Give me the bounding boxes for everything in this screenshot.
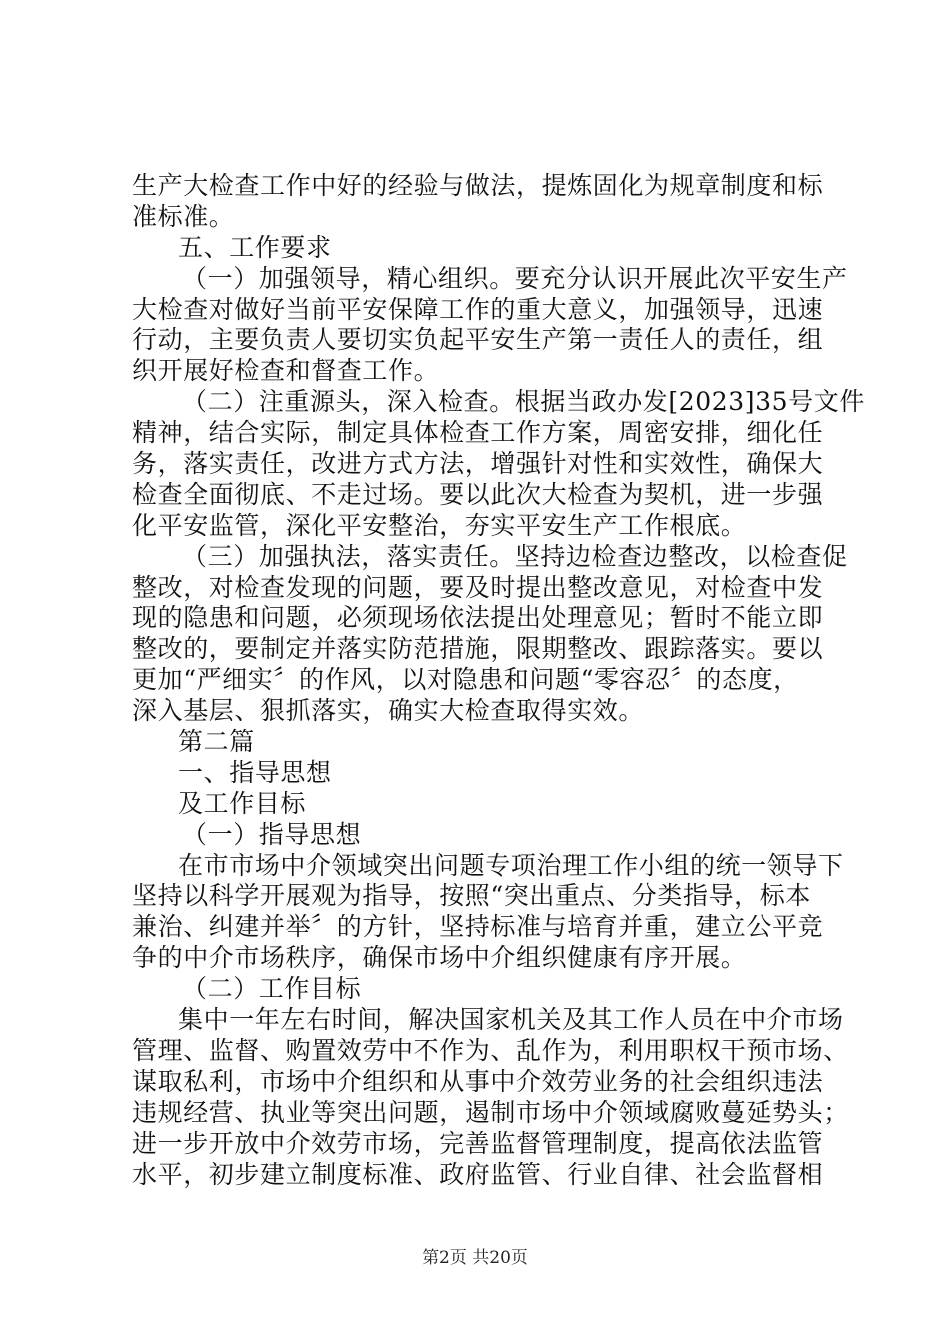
body-line: 违规经营、执业等突出问题，遏制市场中介领域腐败蔓延势头； xyxy=(132,1097,849,1127)
body-line: （二）注重源头，深入检查。根据当政办发[2023]35号文件 xyxy=(182,387,865,417)
body-line: 生产大检查工作中好的经验与做法，提炼固化为规章制度和标 xyxy=(132,171,824,200)
page-number-footer: 第2页 共20页 xyxy=(422,1248,528,1268)
body-line: 准标准。 xyxy=(132,201,235,231)
body-line: 化平安监管，深化平安整治，夯实平安生产工作根底。 xyxy=(132,510,747,540)
body-line: 争的中介市场秩序，确保市场中介组织健康有序开展。 xyxy=(132,943,747,973)
body-line: 更加“严细实〞的作风，以对隐患和问题“零容忍〞的态度， xyxy=(132,665,799,695)
document-body xyxy=(132,171,865,1190)
body-line: （一）加强领导，精心组织。要充分认识开展此次平安生产 xyxy=(182,263,848,293)
body-line: 兼治、纠建并举〞的方针，坚持标准与培育并重，建立公平竞 xyxy=(132,912,824,942)
body-line: 检查全面彻底、不走过场。要以此次大检查为契机，进一步强 xyxy=(132,479,824,509)
body-line: 精神，结合实际，制定具体检查工作方案，周密安排，细化任 xyxy=(132,418,824,448)
body-line: 在市市场中介领域突出问题专项治理工作小组的统一领导下 xyxy=(178,850,844,880)
section-heading: 一、指导思想 xyxy=(178,757,332,787)
body-line: 集中一年左右时间，解决国家机关及其工作人员在中介市场 xyxy=(178,1005,844,1035)
subsection-heading: （二）工作目标 xyxy=(182,974,362,1004)
section-heading: 第二篇 xyxy=(178,727,255,757)
body-line: 进一步开放中介效劳市场，完善监督管理制度，提高依法监管 xyxy=(132,1128,824,1158)
body-line: 谋取私利，市场中介组织和从事中介效劳业务的社会组织违法 xyxy=(132,1066,824,1096)
subsection-heading: （一）指导思想 xyxy=(182,819,362,849)
body-line: 整改的，要制定并落实防范措施，限期整改、跟踪落实。要以 xyxy=(132,634,824,664)
body-line: 行动，主要负责人要切实负起平安生产第一责任人的责任，组 xyxy=(132,325,824,355)
body-line: 现的隐患和问题，必须现场依法提出处理意见；暂时不能立即 xyxy=(132,603,824,633)
body-line: 整改，对检查发现的问题，要及时提出整改意见，对检查中发 xyxy=(132,572,824,602)
section-heading: 及工作目标 xyxy=(178,788,307,818)
body-line: 管理、监督、购置效劳中不作为、乱作为，利用职权干预市场、 xyxy=(132,1035,849,1065)
body-line: 坚持以科学开展观为指导，按照“突出重点、分类指导，标本 xyxy=(132,881,811,911)
body-line: 大检查对做好当前平安保障工作的重大意义，加强领导，迅速 xyxy=(132,294,824,324)
body-line: （三）加强执法，落实责任。坚持边检查边整改，以检查促 xyxy=(182,541,848,571)
body-line: 深入基层、狠抓落实，确实大检查取得实效。 xyxy=(132,696,645,726)
body-line: 织开展好检查和督查工作。 xyxy=(132,356,440,386)
section-heading: 五、工作要求 xyxy=(178,232,332,262)
body-line: 水平，初步建立制度标准、政府监管、行业自律、社会监督相 xyxy=(132,1159,824,1189)
body-line: 务，落实责任，改进方式方法，增强针对性和实效性，确保大 xyxy=(132,449,824,479)
